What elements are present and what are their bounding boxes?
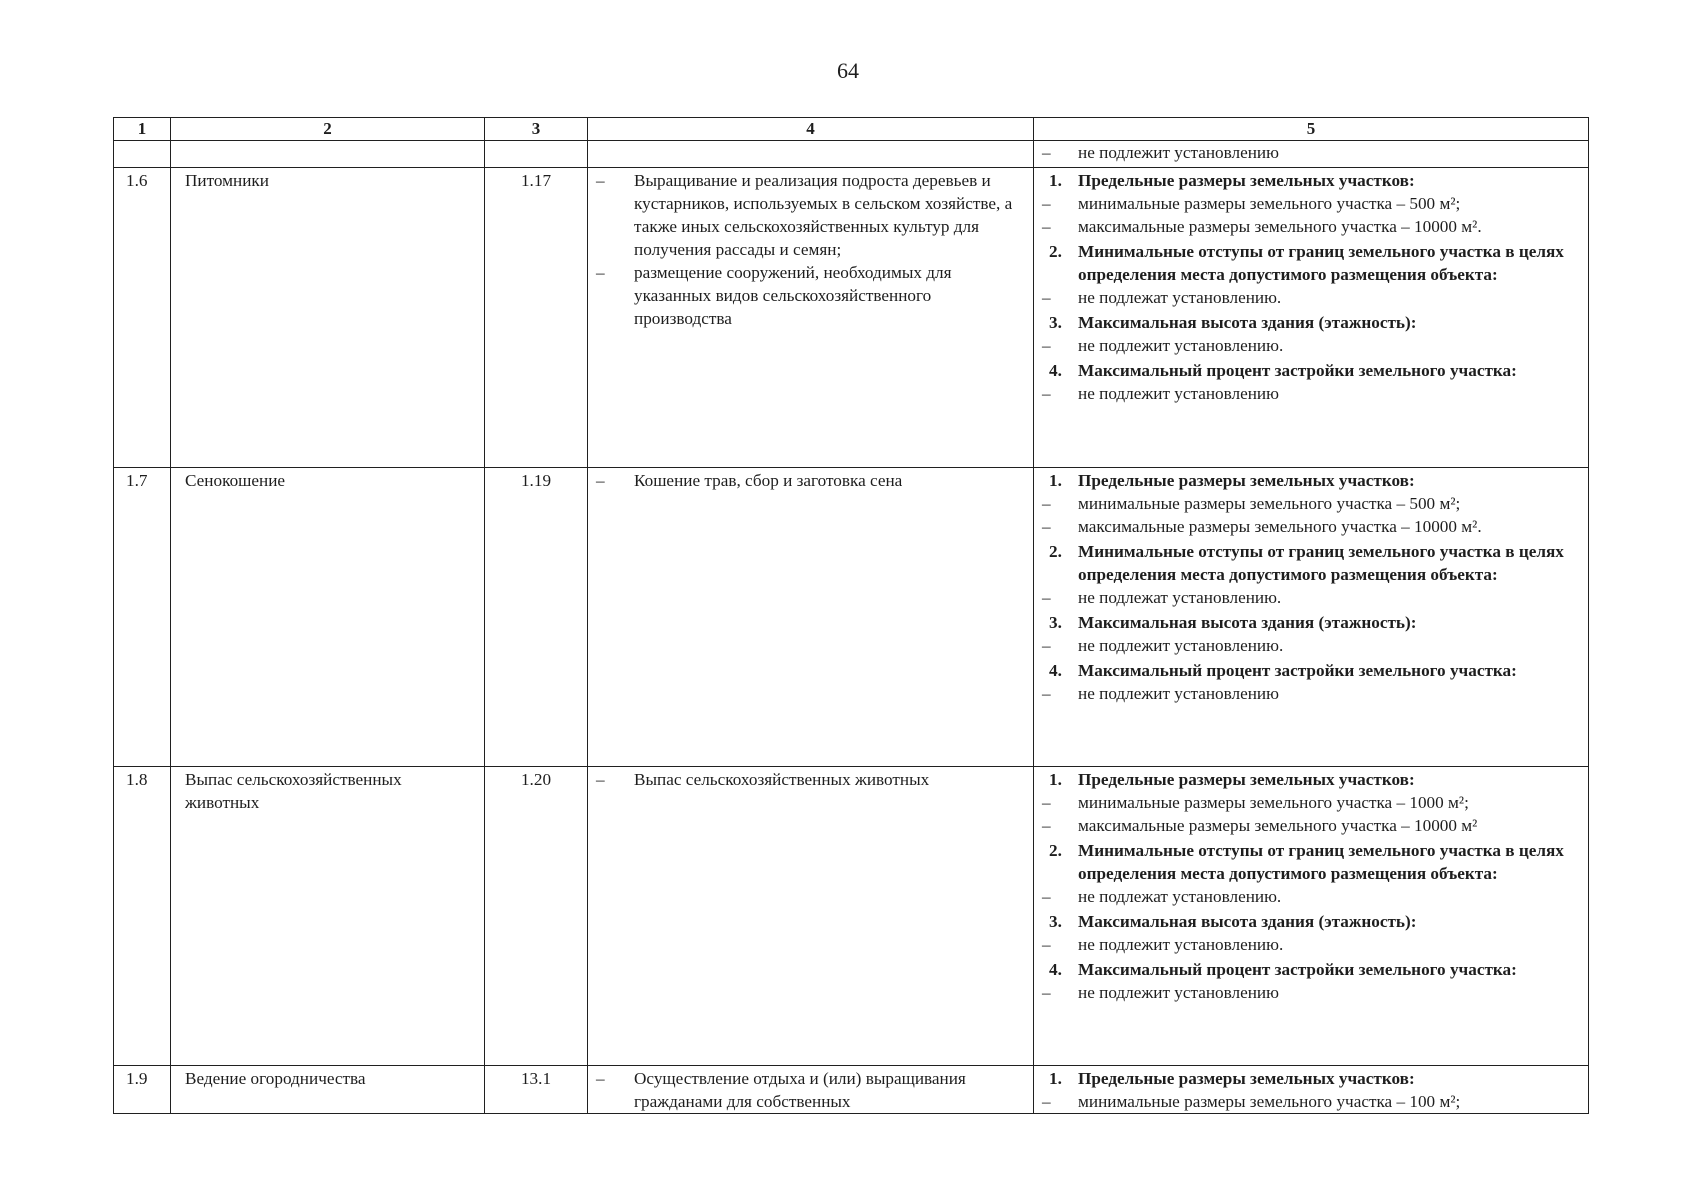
description-cell bbox=[588, 168, 1034, 468]
parameter-number: 1. bbox=[1049, 171, 1062, 190]
table-row bbox=[114, 168, 1589, 468]
parameter-title: Предельные размеры земельных участков: bbox=[1078, 471, 1415, 490]
parameter-title: Максимальная высота здания (этажность): bbox=[1078, 313, 1417, 332]
description-cell bbox=[588, 468, 1034, 767]
parameters-cell bbox=[1034, 468, 1589, 767]
parameter-block bbox=[1040, 311, 1580, 357]
parameter-item: – не подлежит установлению. bbox=[1040, 634, 1580, 657]
use-name-cell bbox=[171, 1066, 485, 1114]
use-name: Выпас сельскохозяйственных животных bbox=[185, 770, 402, 812]
parameter-number: 3. bbox=[1049, 912, 1062, 931]
parameter-block bbox=[1040, 611, 1580, 657]
row-number-cell bbox=[114, 1066, 171, 1114]
parameter-block bbox=[1040, 1067, 1580, 1113]
parameter-title: Предельные размеры земельных участков: bbox=[1078, 1069, 1415, 1088]
parameter-heading bbox=[1040, 1067, 1580, 1090]
parameter-item: – максимальные размеры земельного участка – 10000 м². bbox=[1040, 215, 1580, 238]
use-name-cell bbox=[171, 168, 485, 468]
row-number-cell bbox=[114, 168, 171, 468]
parameter-block bbox=[1040, 169, 1580, 238]
header-col-1: 1 bbox=[114, 118, 171, 141]
parameter-heading bbox=[1040, 958, 1580, 981]
description-item: – размещение сооружений, необходимых для указанных видов сельскохозяйственного производства bbox=[594, 261, 1025, 330]
parameter-number: 2. bbox=[1049, 242, 1062, 261]
parameter-number: 2. bbox=[1049, 542, 1062, 561]
description-item: – Выпас сельскохозяйственных животных bbox=[594, 768, 1025, 791]
table-row bbox=[114, 767, 1589, 1066]
row-number-cell bbox=[114, 468, 171, 767]
parameters-cell bbox=[1034, 767, 1589, 1066]
description-cell bbox=[588, 1066, 1034, 1114]
parameter-block bbox=[1040, 910, 1580, 956]
use-code: 1.20 bbox=[520, 770, 552, 789]
description-item: – Выращивание и реализация подроста деревьев и кустарников, используемых в сельском хозяйстве, а также иных сельскохозяйственных культур для получения рассады и семян; bbox=[594, 169, 1025, 261]
parameter-title: Минимальные отступы от границ земельного участка в целях определения места допустимого размещения объекта: bbox=[1078, 841, 1564, 883]
zoning-table bbox=[113, 117, 1589, 1114]
row-number: 1.6 bbox=[126, 171, 148, 190]
parameter-block bbox=[1040, 240, 1580, 309]
table-header-row bbox=[114, 118, 1589, 141]
parameter-block bbox=[1040, 839, 1580, 908]
cell bbox=[485, 141, 588, 168]
use-name: Ведение огородничества bbox=[185, 1069, 366, 1088]
parameter-title: Предельные размеры земельных участков: bbox=[1078, 171, 1415, 190]
parameter-heading bbox=[1040, 659, 1580, 682]
use-name: Питомники bbox=[185, 171, 269, 190]
description-item: – Кошение трав, сбор и заготовка сена bbox=[594, 469, 1025, 492]
parameter-title: Максимальная высота здания (этажность): bbox=[1078, 912, 1417, 931]
parameter-heading bbox=[1040, 311, 1580, 334]
parameter-number: 3. bbox=[1049, 613, 1062, 632]
use-code: 13.1 bbox=[520, 1069, 552, 1088]
use-code: 1.17 bbox=[520, 171, 552, 190]
parameter-title: Максимальный процент застройки земельного участка: bbox=[1078, 361, 1517, 380]
parameter-item: – не подлежит установлению bbox=[1040, 981, 1580, 1004]
parameter-item: – минимальные размеры земельного участка – 1000 м²; bbox=[1040, 791, 1580, 814]
cell bbox=[588, 141, 1034, 168]
table-row bbox=[114, 1066, 1589, 1114]
parameter-title: Минимальные отступы от границ земельного участка в целях определения места допустимого размещения объекта: bbox=[1078, 542, 1564, 584]
parameter-title: Минимальные отступы от границ земельного участка в целях определения места допустимого размещения объекта: bbox=[1078, 242, 1564, 284]
parameter-heading bbox=[1040, 169, 1580, 192]
use-name-cell bbox=[171, 468, 485, 767]
parameter-heading bbox=[1040, 469, 1580, 492]
parameter-number: 4. bbox=[1049, 361, 1062, 380]
row-number: 1.8 bbox=[126, 770, 148, 789]
parameter-item: – минимальные размеры земельного участка – 500 м²; bbox=[1040, 192, 1580, 215]
parameter-number: 1. bbox=[1049, 1069, 1062, 1088]
description-item: – Осуществление отдыха и (или) выращивания гражданами для собственных bbox=[594, 1067, 1025, 1113]
parameter-number: 1. bbox=[1049, 770, 1062, 789]
cell bbox=[114, 141, 171, 168]
parameter-item: – не подлежат установлению. bbox=[1040, 586, 1580, 609]
parameter-block bbox=[1040, 768, 1580, 837]
parameter-heading bbox=[1040, 611, 1580, 634]
parameter-block bbox=[1040, 359, 1580, 405]
header-col-3: 3 bbox=[485, 118, 588, 141]
parameter-item: – не подлежит установлению bbox=[1040, 682, 1580, 705]
use-code-cell bbox=[485, 168, 588, 468]
header-col-5: 5 bbox=[1034, 118, 1589, 141]
parameter-item: – минимальные размеры земельного участка – 100 м²; bbox=[1040, 1090, 1580, 1113]
parameter-heading bbox=[1040, 839, 1580, 885]
use-name: Сенокошение bbox=[185, 471, 286, 490]
parameters-cell bbox=[1034, 168, 1589, 468]
row-number: 1.9 bbox=[126, 1069, 148, 1088]
header-col-2: 2 bbox=[171, 118, 485, 141]
row-number: 1.7 bbox=[126, 471, 148, 490]
parameter-block bbox=[1040, 469, 1580, 538]
use-code-cell bbox=[485, 767, 588, 1066]
cell bbox=[171, 141, 485, 168]
parameter-item: – максимальные размеры земельного участка – 10000 м² bbox=[1040, 814, 1580, 837]
param-item: – не подлежит установлению bbox=[1040, 141, 1580, 164]
page-number: 64 bbox=[837, 58, 859, 83]
parameter-heading bbox=[1040, 768, 1580, 791]
row-number-cell bbox=[114, 767, 171, 1066]
parameter-item: – не подлежит установлению bbox=[1040, 382, 1580, 405]
use-name-cell bbox=[171, 767, 485, 1066]
parameter-title: Максимальный процент застройки земельного участка: bbox=[1078, 661, 1517, 680]
parameter-item: – не подлежит установлению. bbox=[1040, 933, 1580, 956]
use-code: 1.19 bbox=[520, 471, 552, 490]
table-row bbox=[114, 468, 1589, 767]
parameter-heading bbox=[1040, 359, 1580, 382]
parameter-block bbox=[1040, 540, 1580, 609]
parameter-heading bbox=[1040, 240, 1580, 286]
cell bbox=[1034, 141, 1589, 168]
parameter-item: – не подлежат установлению. bbox=[1040, 286, 1580, 309]
parameter-block bbox=[1040, 659, 1580, 705]
parameter-number: 4. bbox=[1049, 661, 1062, 680]
parameter-item: – не подлежит установлению. bbox=[1040, 334, 1580, 357]
parameter-number: 3. bbox=[1049, 313, 1062, 332]
use-code-cell bbox=[485, 468, 588, 767]
continued-row bbox=[114, 141, 1589, 168]
parameter-item: – минимальные размеры земельного участка – 500 м²; bbox=[1040, 492, 1580, 515]
parameter-title: Максимальный процент застройки земельного участка: bbox=[1078, 960, 1517, 979]
use-code-cell bbox=[485, 1066, 588, 1114]
parameter-number: 4. bbox=[1049, 960, 1062, 979]
parameter-heading bbox=[1040, 910, 1580, 933]
parameter-item: – не подлежат установлению. bbox=[1040, 885, 1580, 908]
parameter-number: 1. bbox=[1049, 471, 1062, 490]
parameter-title: Максимальная высота здания (этажность): bbox=[1078, 613, 1417, 632]
parameters-cell bbox=[1034, 1066, 1589, 1114]
parameter-item: – максимальные размеры земельного участка – 10000 м². bbox=[1040, 515, 1580, 538]
header-col-4: 4 bbox=[588, 118, 1034, 141]
parameter-block bbox=[1040, 958, 1580, 1004]
description-cell bbox=[588, 767, 1034, 1066]
parameter-heading bbox=[1040, 540, 1580, 586]
parameter-title: Предельные размеры земельных участков: bbox=[1078, 770, 1415, 789]
parameter-number: 2. bbox=[1049, 841, 1062, 860]
